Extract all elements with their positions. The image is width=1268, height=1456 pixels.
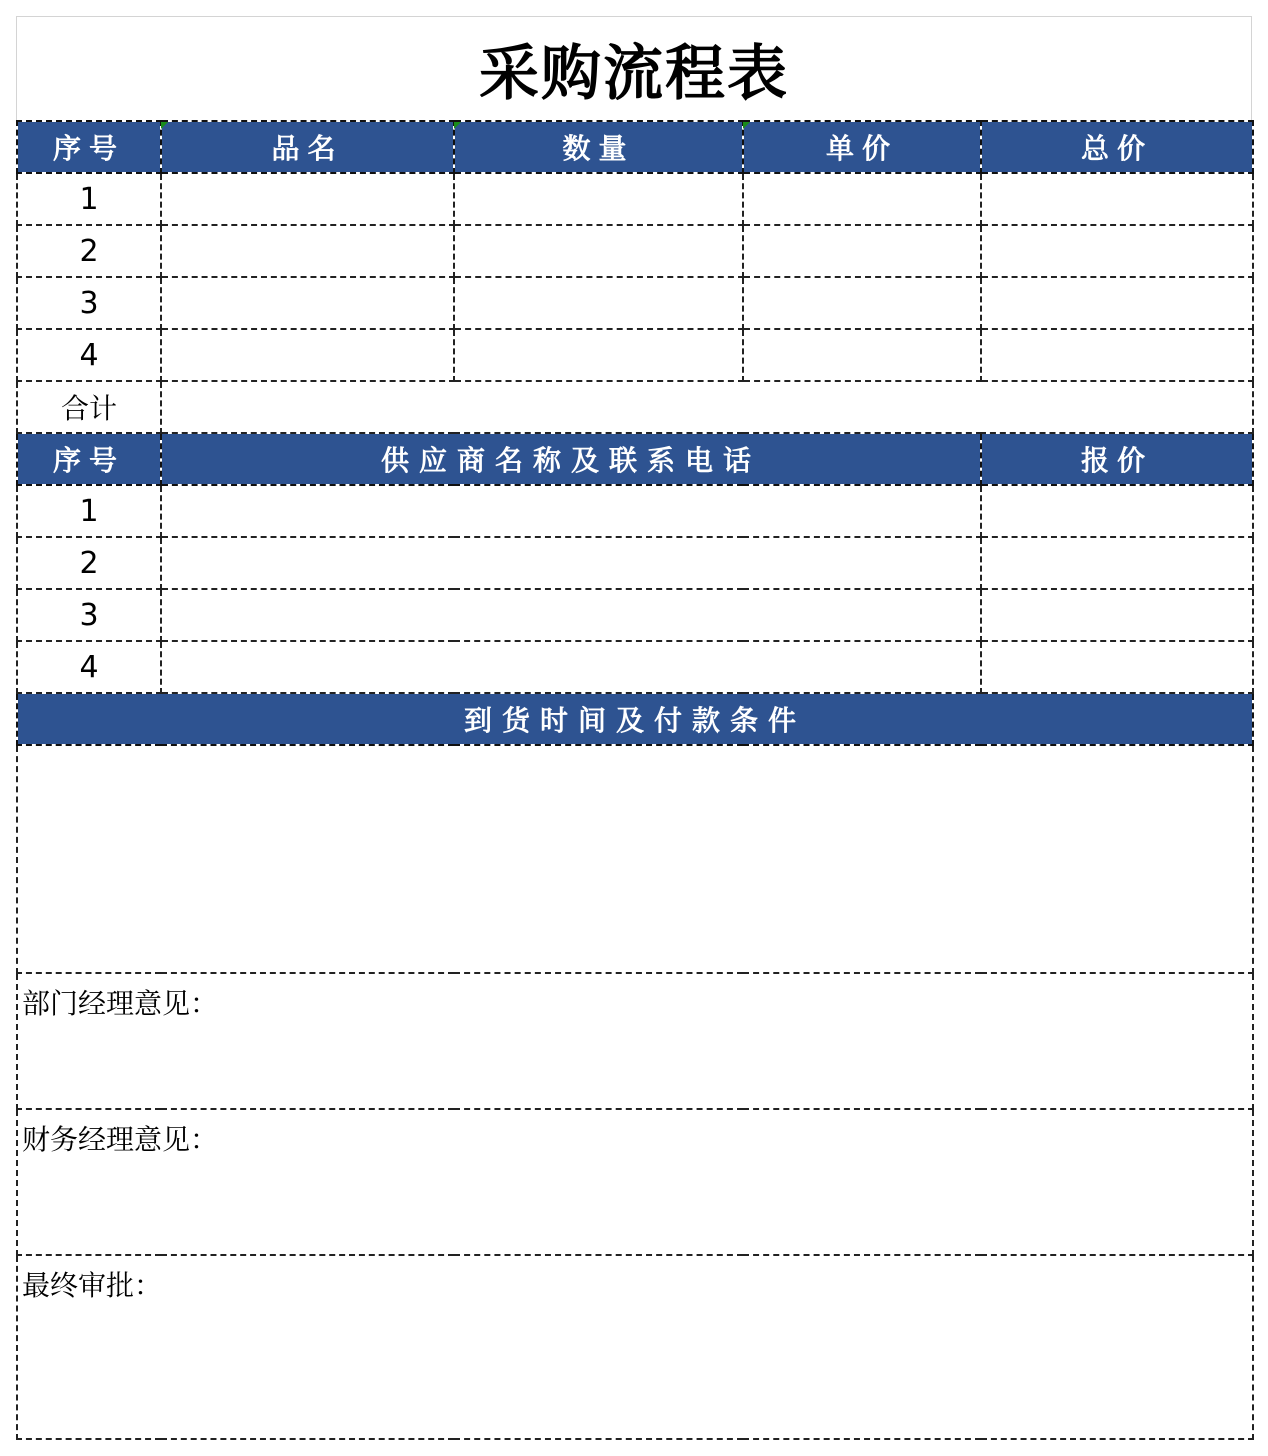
delivery-payment-header[interactable]: 到货时间及付款条件: [17, 693, 1253, 745]
dept-manager-opinion[interactable]: 部门经理意见：: [17, 973, 1253, 1109]
final-approval[interactable]: 最终审批：: [17, 1255, 1253, 1439]
final-approval-row: [17, 1255, 1253, 1439]
header-no[interactable]: 序号: [17, 121, 161, 173]
finance-manager-row: [17, 1109, 1253, 1255]
items-row: [17, 173, 1253, 225]
supplier-row: [17, 589, 1253, 641]
header-item-name[interactable]: 品名: [161, 121, 454, 173]
item-quantity-cell[interactable]: [454, 277, 743, 329]
supplier-no-cell[interactable]: 1: [17, 485, 161, 537]
supplier-row: [17, 641, 1253, 693]
comment-indicator-icon: [743, 122, 750, 129]
comment-indicator-icon: [161, 122, 168, 129]
page-title: 采购流程表: [479, 39, 789, 109]
item-total-price-cell[interactable]: [981, 225, 1253, 277]
total-label[interactable]: 合计: [17, 381, 161, 433]
item-no-cell[interactable]: 2: [17, 225, 161, 277]
item-quantity-cell[interactable]: [454, 173, 743, 225]
item-name-cell[interactable]: [161, 225, 454, 277]
item-unit-price-cell[interactable]: [743, 277, 981, 329]
supplier-name-phone-cell[interactable]: [161, 537, 981, 589]
supplier-no-cell[interactable]: 2: [17, 537, 161, 589]
total-value-cell[interactable]: [161, 381, 1253, 433]
supplier-name-phone-cell[interactable]: [161, 589, 981, 641]
supplier-quote-cell[interactable]: [981, 641, 1253, 693]
dept-manager-row: [17, 973, 1253, 1109]
header-unit-price[interactable]: 单价: [743, 121, 981, 173]
item-no-cell[interactable]: 3: [17, 277, 161, 329]
supplier-quote-cell[interactable]: [981, 537, 1253, 589]
header-total-price[interactable]: 总价: [981, 121, 1253, 173]
items-header-row: [17, 121, 1253, 173]
item-no-cell[interactable]: 1: [17, 173, 161, 225]
items-row: [17, 225, 1253, 277]
item-quantity-cell[interactable]: [454, 329, 743, 381]
purchase-process-sheet: [16, 16, 1252, 1440]
supplier-header-name-phone[interactable]: 供应商名称及联系电话: [161, 433, 981, 485]
form-grid: [16, 120, 1254, 1440]
title-cell[interactable]: [16, 16, 1252, 121]
supplier-quote-cell[interactable]: [981, 485, 1253, 537]
supplier-no-cell[interactable]: 3: [17, 589, 161, 641]
item-total-price-cell[interactable]: [981, 173, 1253, 225]
supplier-row: [17, 485, 1253, 537]
supplier-row: [17, 537, 1253, 589]
item-name-cell[interactable]: [161, 173, 454, 225]
finance-manager-opinion[interactable]: 财务经理意见：: [17, 1109, 1253, 1255]
item-unit-price-cell[interactable]: [743, 173, 981, 225]
items-total-row: [17, 381, 1253, 433]
supplier-header-no[interactable]: 序号: [17, 433, 161, 485]
comment-indicator-icon: [454, 122, 461, 129]
delivery-content-row: [17, 745, 1253, 973]
item-unit-price-cell[interactable]: [743, 329, 981, 381]
items-row: [17, 277, 1253, 329]
item-no-cell[interactable]: 4: [17, 329, 161, 381]
item-total-price-cell[interactable]: [981, 277, 1253, 329]
item-quantity-cell[interactable]: [454, 225, 743, 277]
item-name-cell[interactable]: [161, 277, 454, 329]
items-row: [17, 329, 1253, 381]
supplier-name-phone-cell[interactable]: [161, 641, 981, 693]
header-quantity[interactable]: 数量: [454, 121, 743, 173]
item-name-cell[interactable]: [161, 329, 454, 381]
delivery-payment-content[interactable]: [17, 745, 1253, 973]
supplier-header-quote[interactable]: 报价: [981, 433, 1253, 485]
supplier-quote-cell[interactable]: [981, 589, 1253, 641]
supplier-header-row: [17, 433, 1253, 485]
item-total-price-cell[interactable]: [981, 329, 1253, 381]
supplier-no-cell[interactable]: 4: [17, 641, 161, 693]
supplier-name-phone-cell[interactable]: [161, 485, 981, 537]
delivery-header-row: [17, 693, 1253, 745]
item-unit-price-cell[interactable]: [743, 225, 981, 277]
